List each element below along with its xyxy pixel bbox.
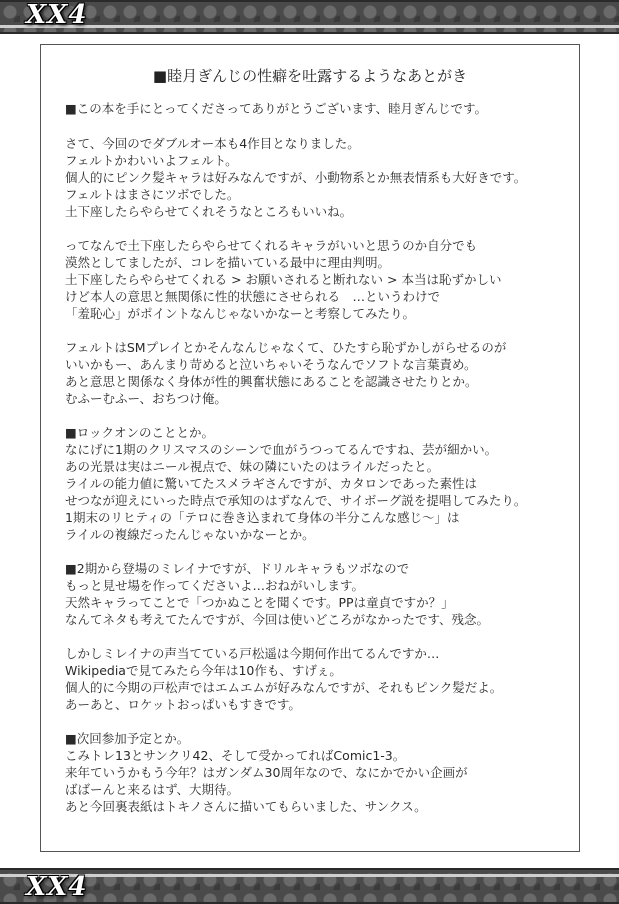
footer-logo: XX4 bbox=[26, 872, 88, 902]
paragraph bbox=[65, 237, 575, 322]
footer-stripe bbox=[0, 874, 619, 877]
page-title: ■睦月ぎんじの性癖を吐露するようなあとがき bbox=[152, 67, 468, 85]
text-line: フェルトかわいいよフェルト。 bbox=[65, 153, 238, 168]
text-line: しかしミレイナの声当てている戸松遥は今期何作出てるんですか… bbox=[65, 646, 440, 661]
paragraph bbox=[65, 424, 575, 543]
text-line: 土下座したらやらせてくれそうなところもいいね。 bbox=[65, 204, 353, 219]
header-logo: XX4 bbox=[26, 0, 88, 30]
text-line: さて、今回のでダブルオー本も4作目となりました。 bbox=[65, 136, 360, 151]
footer-band bbox=[0, 868, 619, 904]
paragraph bbox=[65, 100, 575, 117]
text-line: あと意思と関係なく身体が性的興奮状態にあることを認識させたりとか。 bbox=[65, 374, 478, 389]
text-line: なんてネタも考えてたんですが、今回は使いどころがなかったです、残念。 bbox=[65, 612, 490, 627]
text-line: ばばーんと来るはず、大期待。 bbox=[65, 782, 240, 797]
text-line: ライルの複線だったんじゃないかなーとか。 bbox=[65, 527, 315, 542]
afterword-frame bbox=[40, 44, 580, 852]
text-line: もっと見せ場を作ってくださいよ…おねがいします。 bbox=[65, 578, 365, 593]
text-line: ってなんで土下座したらやらせてくれるキャラがいいと思うのか自分でも bbox=[65, 238, 478, 253]
text-line: ■次回参加予定とか。 bbox=[65, 731, 190, 746]
text-line: 来年ていうかもう今年？はガンダム30周年なので、なにかでかい企画が bbox=[65, 765, 468, 780]
paragraph bbox=[65, 645, 575, 713]
paragraph bbox=[65, 135, 575, 220]
text-line: 「羞恥心」がポイントなんじゃないかなーと考察してみたり。 bbox=[65, 306, 416, 321]
text-line: 1期末のリヒティの「テロに巻き込まれて身体の半分こんな感じ～」は bbox=[65, 510, 460, 525]
text-line: 個人的に今期の戸松声ではエムエムが好みなんですが、それもピンク髪だよ。 bbox=[65, 680, 503, 695]
text-line: なにげに1期のクリスマスのシーンで血がうつってるんですね、芸が細かい。 bbox=[65, 442, 498, 457]
text-line: ■ロックオンのこととか。 bbox=[65, 425, 215, 440]
paragraph bbox=[65, 560, 575, 628]
text-line: ■この本を手にとってくださってありがとうございます、睦月ぎんじです。 bbox=[65, 101, 488, 116]
header-stripe bbox=[0, 25, 619, 28]
text-line: ■2期から登場のミレイナですが、ドリルキャラもツボなので bbox=[65, 561, 410, 576]
afterword-body bbox=[65, 100, 575, 832]
text-line: こみトレ13とサンクリ42、そして受かってればComic1-3。 bbox=[65, 748, 406, 763]
header-band bbox=[0, 0, 619, 34]
text-line: 土下座したらやらせてくれる > お願いされると断れない > 本当は恥ずかしい bbox=[65, 272, 502, 287]
text-line: 個人的にピンク髪キャラは好みなんですが、小動物系とか無表情系も大好きです。 bbox=[65, 170, 527, 185]
paragraph bbox=[65, 339, 575, 407]
text-line: あの光景は実はニール視点で、妹の隣にいたのはライルだったと。 bbox=[65, 459, 440, 474]
text-line: けど本人の意思と無関係に性的状態にさせられる …というわけで bbox=[65, 289, 441, 304]
paragraph bbox=[65, 730, 575, 815]
text-line: 漠然としてましたが、コレを描いている最中に理由判明。 bbox=[65, 255, 391, 270]
text-line: あと今回裏表紙はトキノさんに描いてもらいました、サンクス。 bbox=[65, 799, 427, 814]
text-line: フェルトはSMプレイとかそんなんじゃなくて、ひたすら恥ずかしがらせるのが bbox=[65, 340, 507, 355]
text-line: むふーむふー、おちつけ俺。 bbox=[65, 391, 227, 406]
text-line: ライルの能力値に驚いてたスメラギさんですが、カタロンであった素性は bbox=[65, 476, 478, 491]
text-line: いいかもー、あんまり苛めると泣いちゃいそうなんでソフトな言葉責め。 bbox=[65, 357, 477, 372]
text-line: 天然キャラってことで「つかぬことを聞くです。PPは童貞ですか？」 bbox=[65, 595, 454, 610]
text-line: せつなが迎えにいった時点で承知のはずなんで、サイボーグ説を提唱してみたり。 bbox=[65, 493, 527, 508]
text-line: フェルトはまさにツボでした。 bbox=[65, 187, 240, 202]
text-line: Wikipediaで見てみたら今年は10作も、すげぇ。 bbox=[65, 663, 342, 678]
text-line: あーあと、ロケットおっぱいもすきです。 bbox=[65, 697, 301, 712]
